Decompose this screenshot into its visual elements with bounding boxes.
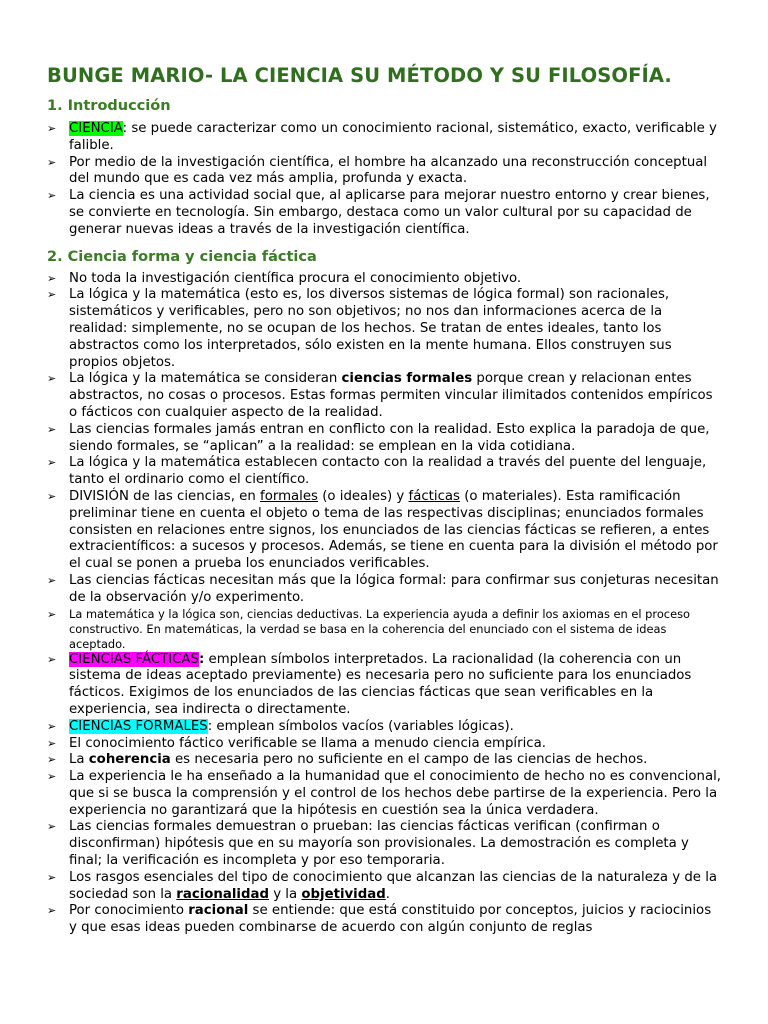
bold-underlined-term: racionalidad (176, 886, 269, 902)
section-heading-ciencia-forma: 2. Ciencia forma y ciencia fáctica (47, 248, 317, 265)
item-text: . (385, 886, 390, 902)
arrow-bullet-icon: ➢ (47, 820, 57, 834)
arrow-bullet-icon: ➢ (47, 288, 57, 302)
list-item (47, 287, 723, 371)
item-text: La ciencia es una actividad social que, al aplicarse para mejorar nuestro entorno y crear bienes, se convierte en tecnología. Sin embargo, destaca como un valor cultural por su capacidad de generar nuevas ideas a través de la investigación científica. (69, 188, 710, 237)
item-text: emplean símbolos interpretados. La racionalidad (la coherencia con un sistema de ideas aceptado previamente) es necesaria pero no suficiente para los enunciados fácticos. Exigimos de los enunciados de las ciencias fácticas que sean verificables en la experiencia, sea indirecta o directamente. (69, 651, 692, 717)
section-heading-introduccion: 1. Introducción (47, 98, 171, 114)
item-text: La lógica y la matemática establecen contacto con la realidad a través del puente del lenguaje, tanto el ordinario como el científico. (69, 455, 707, 488)
bold-term: racional (188, 903, 249, 919)
bold-colon: : (198, 651, 205, 667)
item-text: La (69, 752, 89, 768)
arrow-bullet-icon: ➢ (47, 122, 57, 135)
item-text: (o materiales). Esta ramificación preliminar tiene en cuenta el objeto o tema de las respectivas disciplinas; enunciados formales consisten en relaciones entre signos, los enunciados de las ciencias fácticas se refieren, a entes extracientíficos: a sucesos y procesos. Además, se tiene en cuenta para la división el método por el cual se ponen a prueba los enunciados verificables. (69, 488, 718, 572)
item-text: Por conocimiento (69, 903, 189, 919)
list-item (47, 489, 723, 573)
arrow-bullet-icon: ➢ (47, 607, 57, 621)
item-text: La lógica y la matemática se consideran (69, 371, 342, 387)
highlight-term: CIENCIA (69, 121, 123, 136)
item-text: (o ideales) y (317, 488, 409, 504)
bullet-list-introduccion (47, 121, 723, 239)
bold-term: coherencia (88, 752, 171, 768)
underlined-term: formales (260, 488, 318, 504)
item-text: DIVISIÓN de las ciencias, en (69, 488, 261, 504)
arrow-bullet-icon: ➢ (47, 422, 57, 436)
bullet-list-ciencia-forma (47, 271, 723, 937)
item-text: Las ciencias fácticas necesitan más que la lógica formal: para confirmar sus conjeturas necesitan de la observación y/o experimento. (69, 572, 719, 605)
arrow-bullet-icon: ➢ (47, 870, 57, 884)
arrow-bullet-icon: ➢ (47, 719, 57, 733)
item-text: : se puede caracterizar como un conocimiento racional, sistemático, exacto, verificable y falible. (69, 121, 717, 153)
highlight-term: CIENCIAS FÁCTICAS (69, 651, 199, 667)
arrow-bullet-icon: ➢ (47, 573, 57, 587)
item-text: La matemática y la lógica son, ciencias deductivas. La experiencia ayuda a definir los axiomas en el proceso constructivo. En matemáticas, la verdad se basa en la coherencia del enunciado con el sistema de ideas aceptado. (69, 606, 690, 651)
arrow-bullet-icon: ➢ (47, 904, 57, 918)
list-item (47, 455, 723, 489)
list-item (47, 736, 723, 753)
arrow-bullet-icon: ➢ (47, 736, 57, 750)
arrow-bullet-icon: ➢ (47, 753, 57, 767)
document-title: BUNGE MARIO- LA CIENCIA SU MÉTODO Y SU FILOSOFÍA. (47, 64, 672, 87)
item-text: Los rasgos esenciales del tipo de conocimiento que alcanzan las ciencias de la naturaleza y de la sociedad son la (69, 869, 718, 902)
item-text: La experiencia le ha enseñado a la humanidad que el conocimiento de hecho no es convencional, que si se busca la comprensión y el control de los hechos debe partirse de la experiencia. Pero la experiencia no garantizará que la hipótesis en cuestión sea la única verdadera. (69, 769, 722, 818)
arrow-bullet-icon: ➢ (47, 652, 57, 666)
arrow-bullet-icon: ➢ (47, 372, 57, 386)
bold-underlined-term: objetividad (301, 886, 386, 902)
list-item (47, 422, 723, 456)
list-item (47, 719, 723, 736)
list-item (47, 121, 723, 155)
list-item (47, 752, 723, 769)
arrow-bullet-icon: ➢ (47, 770, 57, 784)
list-item (47, 155, 723, 189)
item-text: Las ciencias formales jamás entran en conflicto con la realidad. Esto explica la paradoja de que, siendo formales, se “aplican” a la realidad: se emplean en la vida cotidiana. (69, 421, 710, 454)
list-item (47, 903, 723, 937)
item-text: : emplean símbolos vacíos (variables lógicas). (207, 718, 514, 734)
item-text: se entiende: que está constituido por conceptos, juicios y raciocinios y que esas ideas pueden combinarse de acuerdo con algún conjunto de reglas (69, 903, 712, 936)
item-text: Por medio de la investigación científica, el hombre ha alcanzado una reconstrucción conceptual del mundo que es cada vez más amplia, profunda y exacta. (69, 154, 708, 187)
document-body (47, 63, 723, 937)
highlight-term: CIENCIAS FORMALES (69, 718, 208, 734)
arrow-bullet-icon: ➢ (47, 489, 57, 503)
arrow-bullet-icon: ➢ (47, 271, 57, 285)
list-item (47, 652, 723, 719)
item-text: porque crean y relacionan entes abstractos, no cosas o procesos. Estas formas permiten vincular ilimitados contenidos empíricos o fácticos con cualquier aspecto de la realidad. (69, 371, 713, 420)
bold-term: ciencias formales (341, 371, 473, 387)
arrow-bullet-icon: ➢ (47, 456, 57, 470)
list-item (47, 188, 723, 238)
item-text: es necesaria pero no suficiente en el campo de las ciencias de hechos. (170, 752, 648, 768)
item-text: Las ciencias formales demuestran o prueban: las ciencias fácticas verifican (confirman o disconfirman) hipótesis que en su mayoría son provisionales. La demostración es completa y final; la verificación es incompleta y por eso temporaria. (69, 819, 689, 869)
item-text: No toda la investigación científica procura el conocimiento objetivo. (69, 270, 522, 286)
list-item (47, 870, 723, 904)
arrow-bullet-icon: ➢ (47, 155, 57, 169)
list-item (47, 769, 723, 819)
list-item (47, 271, 723, 288)
list-item (47, 371, 723, 421)
list-item (47, 819, 723, 869)
underlined-term: fácticas (408, 488, 460, 504)
item-text: El conocimiento fáctico verificable se llama a menudo ciencia empírica. (69, 735, 546, 751)
list-item (47, 607, 723, 652)
item-text: La lógica y la matemática (esto es, los diversos sistemas de lógica formal) son racionales, sistemáticos y verificables, pero no son objetivos; no nos dan informaciones acerca de la realidad: simplemente, no se ocupan de los hechos. Se tratan de entes ideales, tanto los abstractos como los interpretados, sólo existen en la mente humana. Ellos construyen sus propios objetos. (69, 287, 672, 370)
arrow-bullet-icon: ➢ (47, 189, 57, 203)
list-item (47, 573, 723, 607)
item-text: y la (268, 886, 302, 902)
